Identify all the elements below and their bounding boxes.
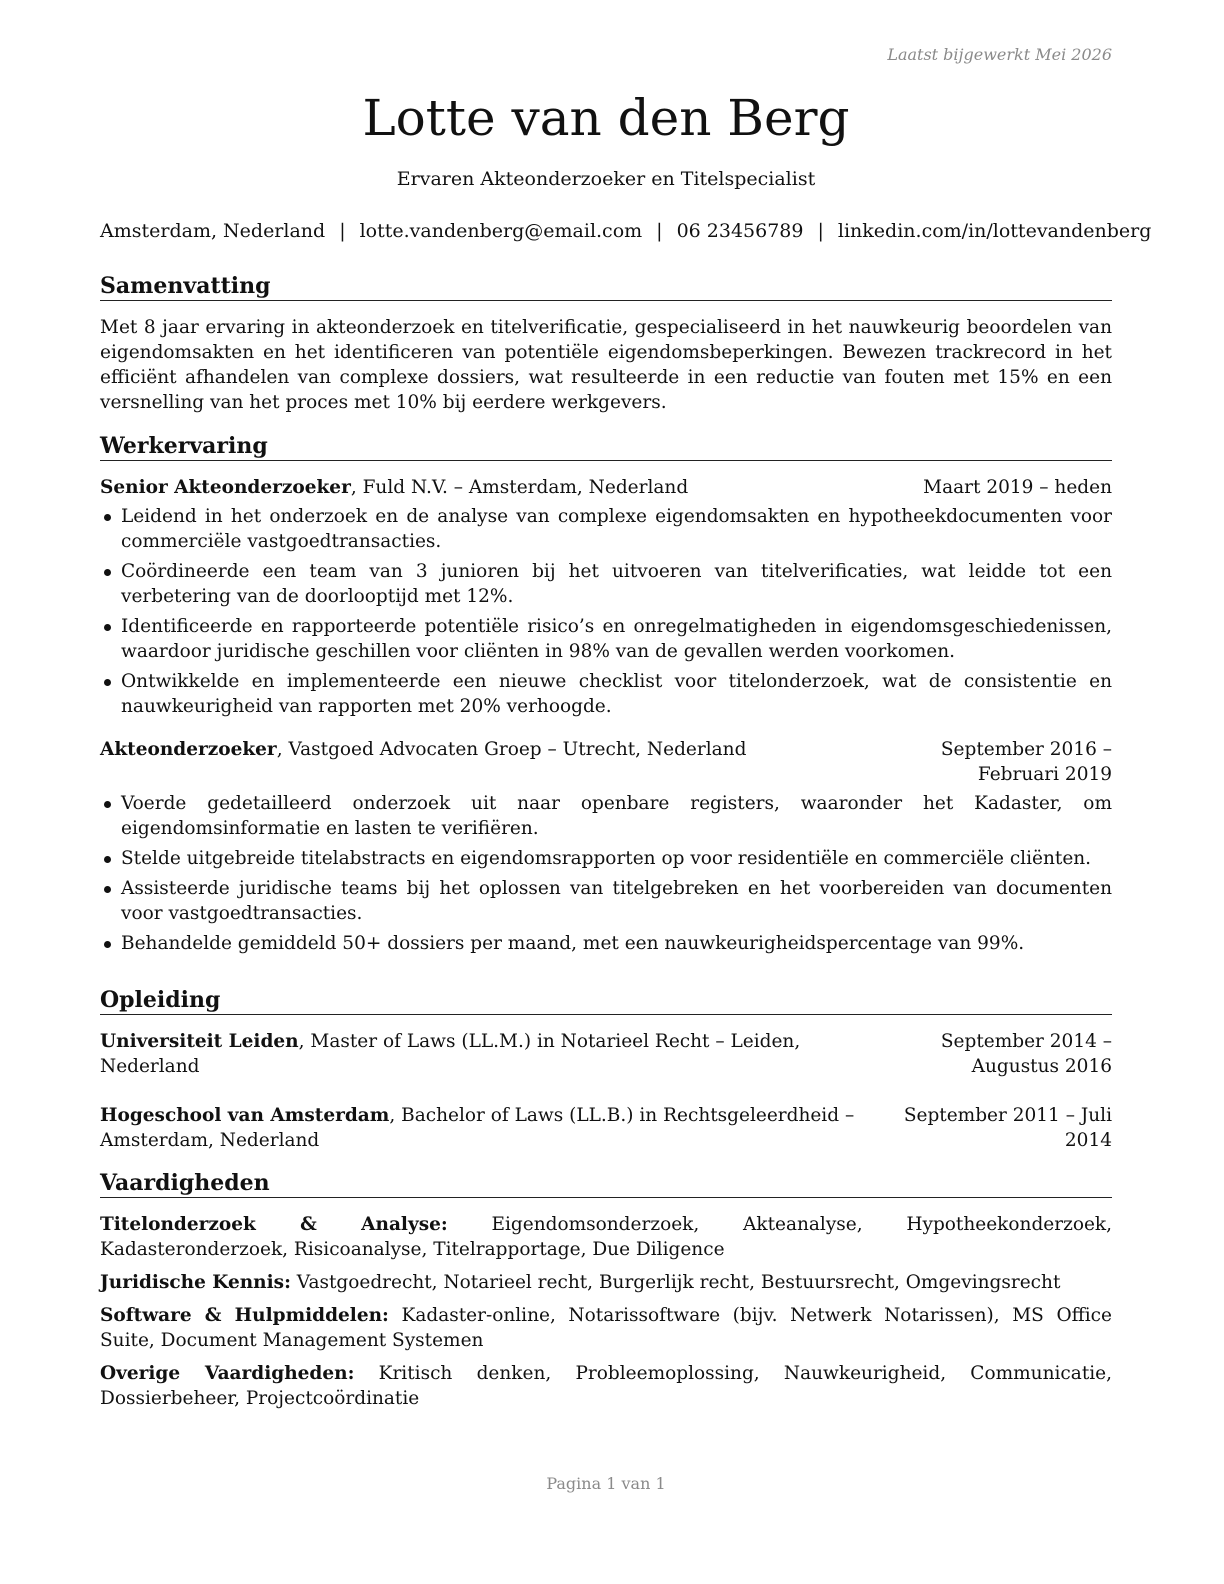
page-number: Pagina 1 van 1 bbox=[546, 1474, 666, 1493]
job-title: Akteonderzoeker bbox=[100, 739, 277, 760]
education-section bbox=[100, 986, 1112, 1153]
skills-list bbox=[100, 1212, 1112, 1411]
list-item: Voerde gedetailleerd onderzoek uit naar openbare registers, waaronder het Kadaster, om eigendomsinformatie en lasten te verifiëren. bbox=[100, 791, 1112, 841]
contact-separator: | bbox=[817, 220, 824, 242]
degree: , Master of Laws (LL.M.) in Notarieel Recht – Leiden, Nederland bbox=[100, 1031, 801, 1077]
section-heading-summary: Samenvatting bbox=[100, 272, 1112, 301]
section-heading-skills: Vaardigheden bbox=[100, 1169, 1112, 1198]
list-item: Behandelde gemiddeld 50+ dossiers per maand, met een nauwkeurigheidspercentage van 99%. bbox=[100, 931, 1112, 956]
candidate-subtitle: Ervaren Akteonderzoeker en Titelspecialist bbox=[396, 168, 816, 190]
school-name: Hogeschool van Amsterdam bbox=[100, 1105, 390, 1126]
skill-text: Vastgoedrecht, Notarieel recht, Burgerlijk recht, Bestuursrecht, Omgevingsrecht bbox=[290, 1272, 1061, 1293]
degree: , Bachelor of Laws (LL.B.) in Rechtsgeleerdheid – Amsterdam, Nederland bbox=[100, 1105, 855, 1151]
job-org: , Vastgoed Advocaten Groep – Utrecht, Nederland bbox=[276, 739, 747, 760]
list-item: Assisteerde juridische teams bij het oplossen van titelgebreken en het voorbereiden van documenten voor vastgoedtransacties. bbox=[100, 876, 1112, 926]
candidate-name: Lotte van den Berg bbox=[362, 89, 850, 147]
education-entry bbox=[100, 1029, 1112, 1079]
contact-location: Amsterdam, Nederland bbox=[100, 220, 326, 242]
skill-label: Software & Hulpmiddelen: bbox=[100, 1305, 389, 1326]
job-bullets bbox=[100, 504, 1112, 719]
school-name: Universiteit Leiden bbox=[100, 1031, 299, 1052]
contact-separator: | bbox=[656, 220, 663, 242]
section-heading-experience: Werkervaring bbox=[100, 432, 1112, 461]
job-bullets bbox=[100, 791, 1112, 956]
list-item: Identificeerde en rapporteerde potentiële risico’s en onregelmatigheden in eigendomsgeschiedenissen, waardoor juridische geschillen voor cliënten in 98% van de gevallen werden voorkomen. bbox=[100, 614, 1112, 664]
resume-page bbox=[100, 0, 1152, 1584]
job-title: Senior Akteonderzoeker bbox=[100, 477, 351, 498]
list-item: Coördineerde een team van 3 junioren bij het uitvoeren van titelverificaties, wat leidde tot een verbetering van de doorlooptijd met 12%. bbox=[100, 559, 1112, 609]
skill-label: Titelonderzoek & Analyse: bbox=[100, 1214, 448, 1235]
skill-row bbox=[100, 1361, 1112, 1411]
last-updated: Laatst bijgewerkt Mei 2026 bbox=[887, 45, 1112, 64]
skill-text: Kadaster-online, Notarissoftware (bijv. Netwerk Notarissen), MS Office Suite, Document Management Systemen bbox=[100, 1305, 1112, 1351]
skill-row bbox=[100, 1270, 1112, 1295]
contact-separator: | bbox=[339, 220, 346, 242]
contact-linkedin[interactable]: linkedin.com/in/lottevandenberg bbox=[837, 220, 1152, 242]
experience-section bbox=[100, 432, 1112, 961]
job-org: , Fuld N.V. – Amsterdam, Nederland bbox=[350, 477, 689, 498]
skill-row bbox=[100, 1212, 1112, 1262]
education-dates: September 2014 – Augustus 2016 bbox=[940, 1031, 1112, 1077]
list-item: Stelde uitgebreide titelabstracts en eigendomsrapporten op voor residentiële en commerciële cliënten. bbox=[100, 846, 1112, 871]
skill-label: Juridische Kennis: bbox=[100, 1272, 291, 1293]
summary-text: Met 8 jaar ervaring in akteonderzoek en titelverificatie, gespecialiseerd in het nauwkeurig beoordelen van eigendomsakten en het identificeren van potentiële eigendomsbeperkingen. Bewezen trackrecord in het efficiënt afhandelen van complexe dossiers, wat resulteerde in een reductie van fouten met 15% en een versnelling van het proces met 10% bij eerdere werkgevers. bbox=[100, 317, 1112, 413]
skill-text: Kritisch denken, Probleemoplossing, Nauwkeurigheid, Communicatie, Dossierbeheer, Projectcoördinatie bbox=[100, 1363, 1113, 1409]
list-item: Ontwikkelde en implementeerde een nieuwe checklist voor titelonderzoek, wat de consistentie en nauwkeurigheid van rapporten met 20% verhoogde. bbox=[100, 669, 1112, 719]
section-heading-education: Opleiding bbox=[100, 986, 1112, 1015]
job-entry bbox=[100, 475, 1112, 719]
job-dates: September 2016 – Februari 2019 bbox=[940, 739, 1112, 785]
skill-label: Overige Vaardigheden: bbox=[100, 1363, 355, 1384]
job-header bbox=[100, 475, 1112, 500]
job-entry bbox=[100, 737, 1112, 956]
job-header bbox=[100, 737, 1112, 787]
education-dates: September 2011 – Juli 2014 bbox=[903, 1105, 1112, 1151]
education-entry bbox=[100, 1103, 1112, 1153]
contact-phone: 06 23456789 bbox=[676, 220, 804, 242]
job-dates: Maart 2019 – heden bbox=[923, 477, 1112, 498]
list-item: Leidend in het onderzoek en de analyse van complexe eigendomsakten en hypotheekdocumenten voor commerciële vastgoedtransacties. bbox=[100, 504, 1112, 554]
summary-section bbox=[100, 272, 1112, 415]
skills-section bbox=[100, 1169, 1112, 1419]
skill-text: Eigendomsonderzoek, Akteanalyse, Hypotheekonderzoek, Kadasteronderzoek, Risicoanalyse, Titelrapportage, Due Diligence bbox=[100, 1214, 1112, 1260]
contact-email[interactable]: lotte.vandenberg@email.com bbox=[359, 220, 643, 242]
skill-row bbox=[100, 1303, 1112, 1353]
contact-line bbox=[100, 218, 1152, 244]
